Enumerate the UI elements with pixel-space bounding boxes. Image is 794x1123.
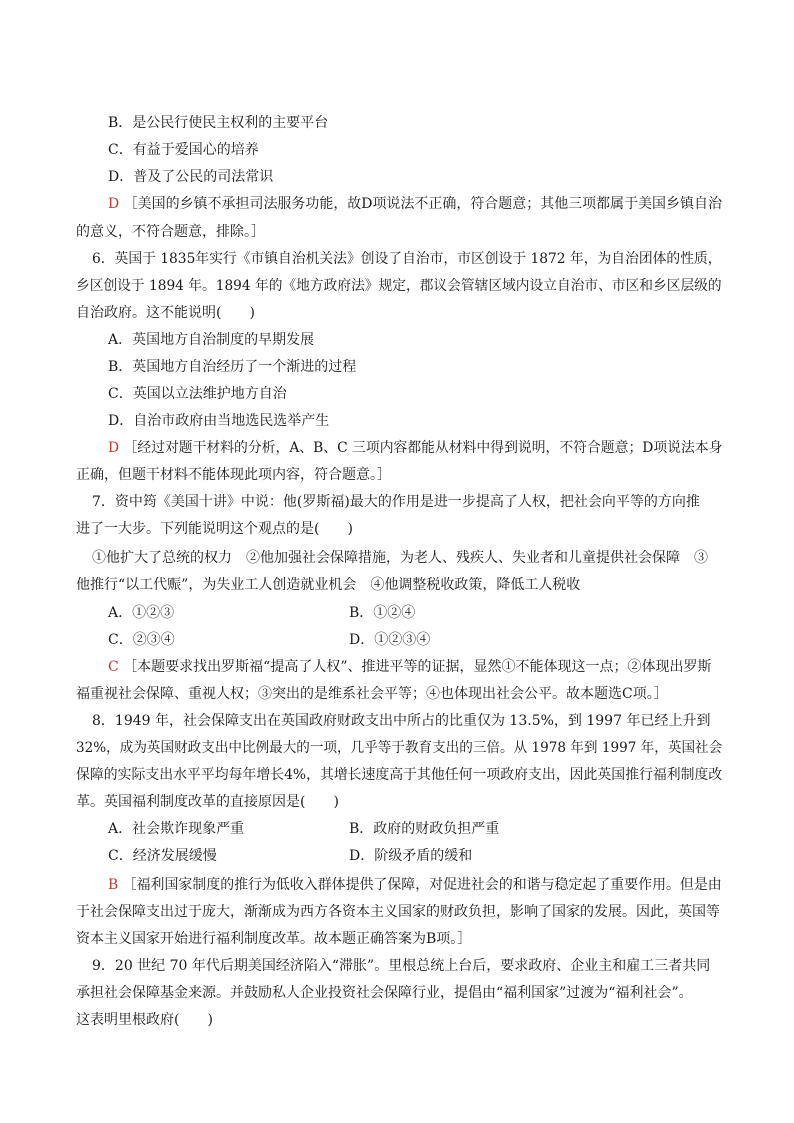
q8-stem-line-2: 32%，成为英国财政支出中比例最大的一项，几乎等于教育支出的三倍。从 1978 年到 1997 年，英国社会 <box>76 740 723 756</box>
q5-explanation-text-1: ［美国的乡镇不承担司法服务功能，故D项说法不正确，符合题意；其他三项都属于美国乡镇自治 <box>123 196 722 212</box>
q6-option-b: B．英国地方自治经历了一个渐进的过程 <box>108 359 357 375</box>
q5-option-d: D．普及了公民的司法常识 <box>108 169 274 185</box>
q8-stem-line-3: 保障的实际支出水平平均每年增长4%，其增长速度高于其他任何一项政府支出，因此英国推行福利制度改 <box>76 767 723 783</box>
q7-items-line-1: ①他扩大了总统的权力 ②他加强社会保障措施，为老人、残疾人、失业者和儿童提供社会保障 ③ <box>92 550 708 566</box>
q7-option-c: C．②③④ <box>108 632 175 648</box>
q7-stem-line-2: 进了一大步。下列能说明这个观点的是( ) <box>76 521 353 537</box>
q8-answer-letter: B <box>108 877 119 893</box>
q5-answer-letter: D <box>108 196 120 212</box>
q6-explanation-line-2: 正确，但题干材料不能体现此项内容，符合题意。］ <box>76 467 391 483</box>
q6-answer-letter: D <box>108 440 120 456</box>
q7-option-d: D．①②③④ <box>349 632 431 648</box>
q8-stem-line-1: 8．1949 年，社会保障支出在英国政府财政支出中所占的比重仅为 13.5%，到 1997 年已经上升到 <box>92 713 711 729</box>
q8-explanation-line-1 <box>108 875 722 895</box>
q7-explanation-line-1 <box>108 657 711 677</box>
q5-explanation-line-1 <box>108 194 722 214</box>
q6-stem-line-3: 自治政府。这不能说明( ) <box>76 305 255 321</box>
q8-stem-line-4: 革。英国福利制度改革的直接原因是( ) <box>76 794 339 810</box>
q7-option-a: A．①②③ <box>108 605 175 621</box>
q5-option-b: B．是公民行使民主权利的主要平台 <box>108 115 329 131</box>
q7-explanation-text-1: ［本题要求找出罗斯福“提高了人权”、推进平等的证据，显然①不能体现这一点；②体现出罗斯 <box>123 659 712 675</box>
q7-items-line-2: 他推行“以工代赈”，为失业工人创造就业机会 ④他调整税收政策，降低工人税收 <box>76 577 581 593</box>
q8-explanation-line-3: 资本主义国家开始进行福利制度改革。故本题正确答案为B项。］ <box>76 931 472 947</box>
q6-option-c: C．英国以立法维护地方自治 <box>108 386 287 402</box>
q8-explanation-text-1: ［福利国家制度的推行为低收入群体提供了保障，对促进社会的和谐与稳定起了重要作用。但是由 <box>122 877 722 893</box>
q6-stem-line-2: 乡区创设于 1894 年。1894 年的《地方政府法》规定，郡议会管辖区域内设立自治市、市区和乡区层级的 <box>76 278 722 294</box>
q5-explanation-line-2: 的意义，不符合题意，排除。］ <box>76 224 265 240</box>
q7-option-b: B．①②④ <box>349 605 416 621</box>
q8-explanation-line-2: 于社会保障支出过于庞大，渐渐成为西方各资本主义国家的财政负担，影响了国家的发展。因此，英国等 <box>76 904 720 920</box>
q6-explanation-text-1: ［经过对题干材料的分析，A、B、C 三项内容都能从材料中得到说明，不符合题意；D项说法本身 <box>123 440 723 456</box>
q6-explanation-line-1 <box>108 438 722 458</box>
q6-option-a: A．英国地方自治制度的早期发展 <box>108 332 315 348</box>
q8-option-d: D．阶级矛盾的缓和 <box>349 848 473 864</box>
q7-explanation-line-2: 福重视社会保障、重视人权；③突出的是维系社会平等；④也体现出社会公平。故本题选C项。］ <box>76 686 668 702</box>
q8-option-c: C．经济发展缓慢 <box>108 848 217 864</box>
q6-stem-line-1: 6．英国于 1835年实行《市镇自治机关法》创设了自治市，市区创设于 1872 年，为自治团体的性质， <box>92 251 722 267</box>
q9-stem-line-3: 这表明里根政府( ) <box>76 1012 213 1028</box>
q9-stem-line-2: 承担社会保障基金来源。并鼓励私人企业投资社会保障行业，提倡由“福利国家”过渡为“福利社会”。 <box>76 985 693 1001</box>
q7-stem-line-1: 7．资中筠《美国十讲》中说：他(罗斯福)最大的作用是进一步提高了人权，把社会向平等的方向推 <box>92 494 700 510</box>
q8-option-a: A．社会欺诈现象严重 <box>108 821 245 837</box>
q6-option-d: D．自治市政府由当地选民选举产生 <box>108 413 330 429</box>
q9-stem-line-1: 9．20 世纪 70 年代后期美国经济陷入“滞胀”。里根总统上台后，要求政府、企业主和雇工三者共同 <box>92 958 711 974</box>
q7-answer-letter: C <box>108 659 119 675</box>
q8-option-b: B．政府的财政负担严重 <box>349 821 500 837</box>
q5-option-c: C．有益于爱国心的培养 <box>108 142 259 158</box>
